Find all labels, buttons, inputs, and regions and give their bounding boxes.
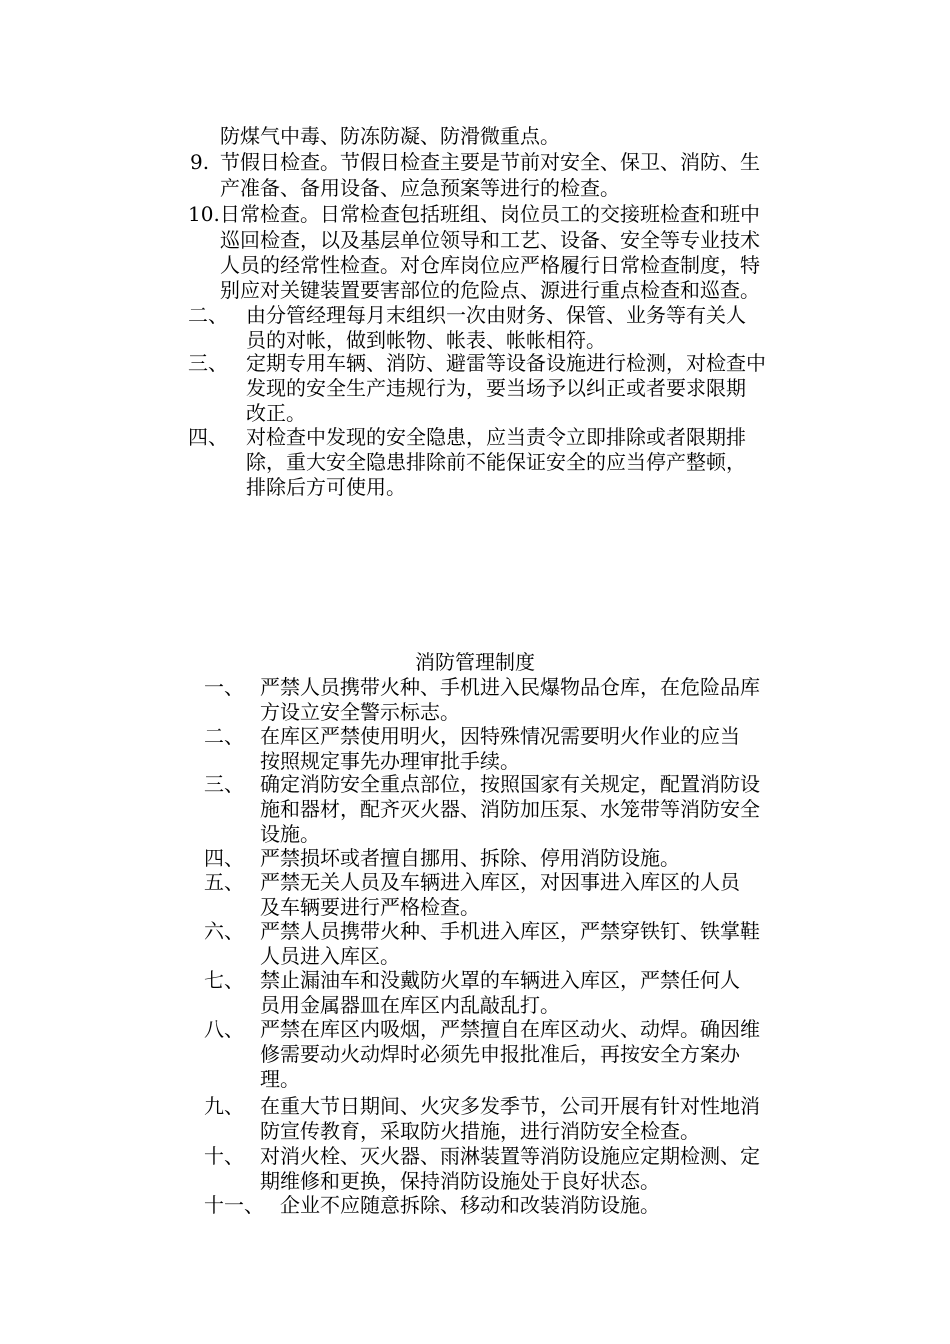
item-9-line: 节假日检查。节假日检查主要是节前对安全、保卫、消防、生	[220, 150, 760, 174]
item-3-line: 发现的安全生产违规行为，要当场予以纠正或者要求限期	[246, 376, 746, 400]
rule-6-line: 严禁人员携带火种、手机进入库区，严禁穿铁钉、铁掌鞋	[260, 919, 760, 943]
item-4-number: 四、	[188, 425, 228, 449]
rule-11-number: 十一、	[204, 1193, 264, 1217]
rule-10-line: 对消火栓、灭火器、雨淋装置等消防设施应定期检测、定	[260, 1144, 760, 1168]
rule-8-number: 八、	[204, 1017, 244, 1041]
rule-8-line: 理。	[260, 1067, 300, 1091]
rule-9-line: 防宣传教育，采取防火措施，进行消防安全检查。	[260, 1119, 700, 1143]
item-3-line: 改正。	[246, 401, 306, 425]
rule-1-line: 严禁人员携带火种、手机进入民爆物品仓库，在危险品库	[260, 675, 760, 699]
rule-4-line: 严禁损坏或者擅自挪用、拆除、停用消防设施。	[260, 846, 680, 870]
rule-1-number: 一、	[204, 675, 244, 699]
rule-11-line: 企业不应随意拆除、移动和改装消防设施。	[280, 1193, 660, 1217]
item-2-line: 由分管经理每月末组织一次由财务、保管、业务等有关人	[246, 303, 746, 327]
item-9-line: 产准备、备用设备、应急预案等进行的检查。	[220, 176, 620, 200]
rule-3-line: 施和器材，配齐灭火器、消防加压泵、水笼带等消防安全	[260, 797, 760, 821]
rule-8-line: 修需要动火动焊时必须先申报批准后，再按安全方案办	[260, 1042, 740, 1066]
rule-8-line: 严禁在库区内吸烟，严禁擅自在库区动火、动焊。确因维	[260, 1017, 760, 1041]
item-10-line: 日常检查。日常检查包括班组、岗位员工的交接班检查和班中	[220, 202, 760, 226]
rule-7-line: 禁止漏油车和没戴防火罩的车辆进入库区，严禁任何人	[260, 968, 740, 992]
rule-5-line: 及车辆要进行严格检查。	[260, 895, 480, 919]
item-4-line: 排除后方可使用。	[246, 475, 406, 499]
rule-3-number: 三、	[204, 772, 244, 796]
rule-5-number: 五、	[204, 870, 244, 894]
item-2-number: 二、	[188, 303, 228, 327]
item-10-number: 10.	[188, 202, 220, 226]
rule-1-line: 方设立安全警示标志。	[260, 700, 460, 724]
rule-7-line: 员用金属器皿在库区内乱敲乱打。	[260, 993, 560, 1017]
rule-10-line: 期维修和更换，保持消防设施处于良好状态。	[260, 1169, 660, 1193]
item-3-line: 定期专用车辆、消防、避雷等设备设施进行检测，对检查中	[246, 351, 766, 375]
rule-6-line: 人员进入库区。	[260, 944, 400, 968]
item-9-number: 9.	[190, 150, 210, 174]
continuation-line: 防煤气中毒、防冻防凝、防滑微重点。	[220, 124, 560, 148]
item-4-line: 对检查中发现的安全隐患，应当责令立即排除或者限期排	[246, 425, 746, 449]
item-3-number: 三、	[188, 351, 228, 375]
rule-9-number: 九、	[204, 1094, 244, 1118]
rule-2-line: 在库区严禁使用明火，因特殊情况需要明火作业的应当	[260, 724, 740, 748]
rule-4-number: 四、	[204, 846, 244, 870]
rule-7-number: 七、	[204, 968, 244, 992]
rule-6-number: 六、	[204, 919, 244, 943]
rule-3-line: 设施。	[260, 822, 320, 846]
item-2-line: 员的对帐，做到帐物、帐表、帐帐相符。	[246, 328, 606, 352]
item-10-line: 人员的经常性检查。对仓库岗位应严格履行日常检查制度，特	[220, 253, 760, 277]
rule-2-line: 按照规定事先办理审批手续。	[260, 749, 520, 773]
item-10-line: 别应对关键装置要害部位的危险点、源进行重点检查和巡查。	[220, 278, 760, 302]
item-10-line: 巡回检查，以及基层单位领导和工艺、设备、安全等专业技术	[220, 228, 760, 252]
rule-5-line: 严禁无关人员及车辆进入库区，对因事进入库区的人员	[260, 870, 740, 894]
section-title: 消防管理制度	[415, 650, 535, 674]
rule-2-number: 二、	[204, 724, 244, 748]
rule-10-number: 十、	[204, 1144, 244, 1168]
item-4-line: 除，重大安全隐患排除前不能保证安全的应当停产整顿，	[246, 450, 746, 474]
rule-3-line: 确定消防安全重点部位，按照国家有关规定，配置消防设	[260, 772, 760, 796]
rule-9-line: 在重大节日期间、火灾多发季节，公司开展有针对性地消	[260, 1094, 760, 1118]
